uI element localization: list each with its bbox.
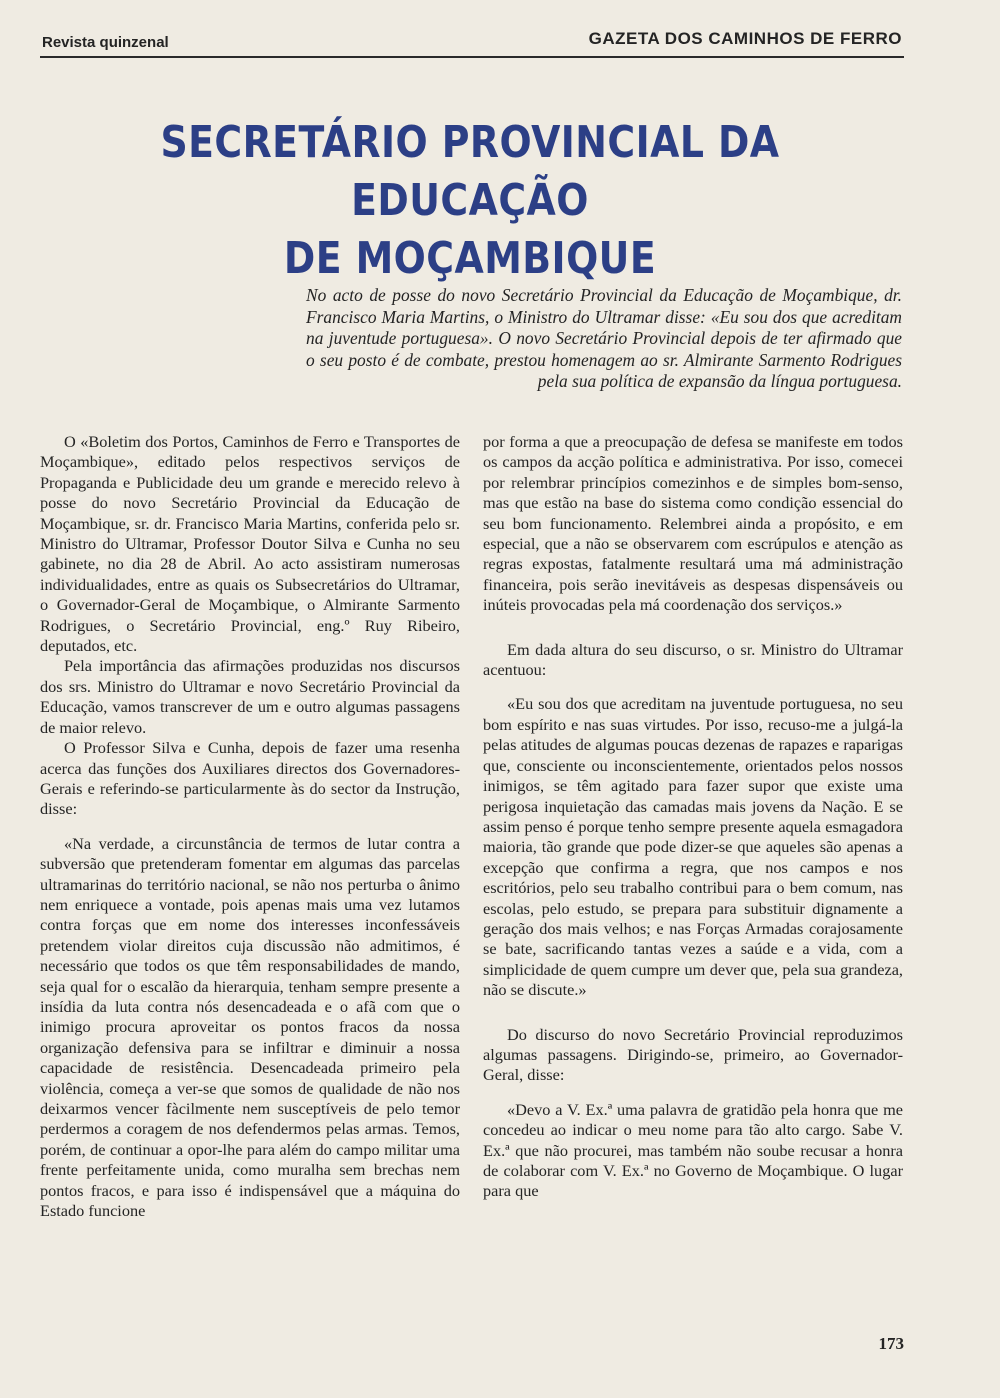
page-number: 173 bbox=[878, 1334, 904, 1353]
title-line-1: SECRETÁRIO PROVINCIAL DA EDUCAÇÃO bbox=[160, 117, 780, 226]
title-line-2: DE MOÇAMBIQUE bbox=[283, 233, 657, 284]
paragraph: O «Boletim dos Portos, Caminhos de Ferro e Transportes de Moçambique», editado pelos respectivos serviços de Propaganda e Publicidade deu um grande e merecido relevo à posse do novo Secretário Provincial da Educação de Moçambique, sr. dr. Francisco Maria Martins, conferida pelo sr. Ministro do Ultramar, Professor Doutor Silva e Cunha no seu gabinete, no dia 28 de Abril. Ao acto assistiram numerosas individualidades, entre as quais os Subsecretários do Ultramar, o Governador-Geral de Moçambique, o Almirante Sarmento Rodrigues, o Secretário Provincial, eng.º Ruy Ribeiro, deputados, etc. bbox=[40, 432, 460, 656]
running-header-right: GAZETA DOS CAMINHOS DE FERRO bbox=[588, 29, 902, 48]
quote-paragraph: «Eu sou dos que acreditam na juventude portuguesa, no seu bom espírito e nas suas virtudes. Por isso, recuso-me a julgá-la pelas atitudes de algumas poucas dezenas de rapazes e raparigas que, consciente ou inconscientemente, orientados pelos nossos inimigos, se têm agitado para fazer supor que existe uma perigosa inquietação das camadas mais jovens da Nação. E se assim penso é porque tenho sempre presente aquela esmagadora maioria, tão grande que pode dizer-se que aqueles são apenas a excepção que confirma a regra, que nos campos e nos escritórios, pelo seu trabalho contribui para o bem comum, nas escolas, pelo estudo, se prepara para substituir dignamente a geração dos mais velhos; e nas Forças Armadas corajosamente se bate, sacrificando tantas vezes a saúde e a vida, com a simplicidade de quem cumpre um dever que, pela sua grandeza, não se discute.» bbox=[483, 694, 903, 1000]
paragraph: Pela importância das afirmações produzidas nos discursos dos srs. Ministro do Ultramar e novo Secretário Provincial da Educação, vamos transcrever de um e outro algumas passagens de maior relevo. bbox=[40, 656, 460, 737]
article-lead: No acto de posse do novo Secretário Provincial da Educação de Moçambique, dr. Francisco Maria Martins, o Ministro do Ultramar disse: «Eu sou dos que acreditam na juventude portuguesa». O novo Secretário Provincial depois de ter afirmado que o seu posto é de combate, prestou homenagem ao sr. Almirante Sarmento Rodrigues pela sua política de expansão da língua portuguesa. bbox=[306, 285, 902, 391]
paragraph: Do discurso do novo Secretário Provincial reproduzimos algumas passagens. Dirigindo-se, primeiro, ao Governador-Geral, disse: bbox=[483, 1024, 903, 1085]
quote-paragraph: «Devo a V. Ex.ª uma palavra de gratidão pela honra que me concedeu ao indicar o meu nome para tão alto cargo. Sabe V. Ex.ª que não procurei, mas também não soube recusar a honra de colaborar com V. Ex.ª no Governo de Moçambique. O lugar para que bbox=[483, 1099, 903, 1201]
running-header-left: Revista quinzenal bbox=[42, 34, 169, 51]
paragraph: Em dada altura do seu discurso, o sr. Ministro do Ultramar acentuou: bbox=[483, 639, 903, 680]
header-rule bbox=[40, 56, 904, 58]
paragraph: por forma a que a preocupação de defesa se manifeste em todos os campos da acção política e administrativa. Por isso, comecei por relembrar princípios comezinhos e de simples bom-senso, mas que estão na base do sistema como condição essencial do seu bom funcionamento. Relembrei ainda a propósito, e em especial, que a não se observarem com escrúpulos e atenção as regras expostas, fatalmente resultará uma má administração financeira, pois serão inevitáveis as despesas dispensáveis ou inúteis provocadas pela má coordenação dos serviços.» bbox=[483, 432, 903, 615]
quote-paragraph: «Na verdade, a circunstância de termos de lutar contra a subversão que pretenderam fomentar em algumas das parcelas ultramarinas do território nacional, se não nos perturba o ânimo nem enriquece a vontade, pois apenas mais uma vez lutamos contra forças que em nome dos interesses inconfessáveis pretendem violar direitos cuja discussão não admitimos, é necessário que todos os que têm responsabilidades de mando, seja qual for o escalão da hierarquia, tenham sempre presente a insídia da luta contra nós desencadeada e o afã com que o inimigo procura aproveitar os pontos fracos da nossa organização defensiva para se infiltrar e diminuir a nossa capacidade de resistência. Desencadeada primeiro pela violência, começa a ver-se que somos de qualidade de não nos deixarmos vencer fàcilmente nem susceptíveis de pelo temor perdermos a coragem de nos defendermos pelas armas. Temos, porém, de continuar a opor-lhe para além do campo militar uma frente perfeitamente unida, como muralha sem brechas nem pontos fracos, e para isso é indispensável que a máquina do Estado funcione bbox=[40, 833, 460, 1221]
article-title bbox=[92, 114, 849, 288]
paragraph: O Professor Silva e Cunha, depois de fazer uma resenha acerca das funções dos Auxiliares directos dos Governadores-Gerais e referindo-se particularmente às do sector da Instrução, disse: bbox=[40, 738, 460, 819]
right-column bbox=[483, 432, 903, 1202]
left-column bbox=[40, 432, 460, 1221]
